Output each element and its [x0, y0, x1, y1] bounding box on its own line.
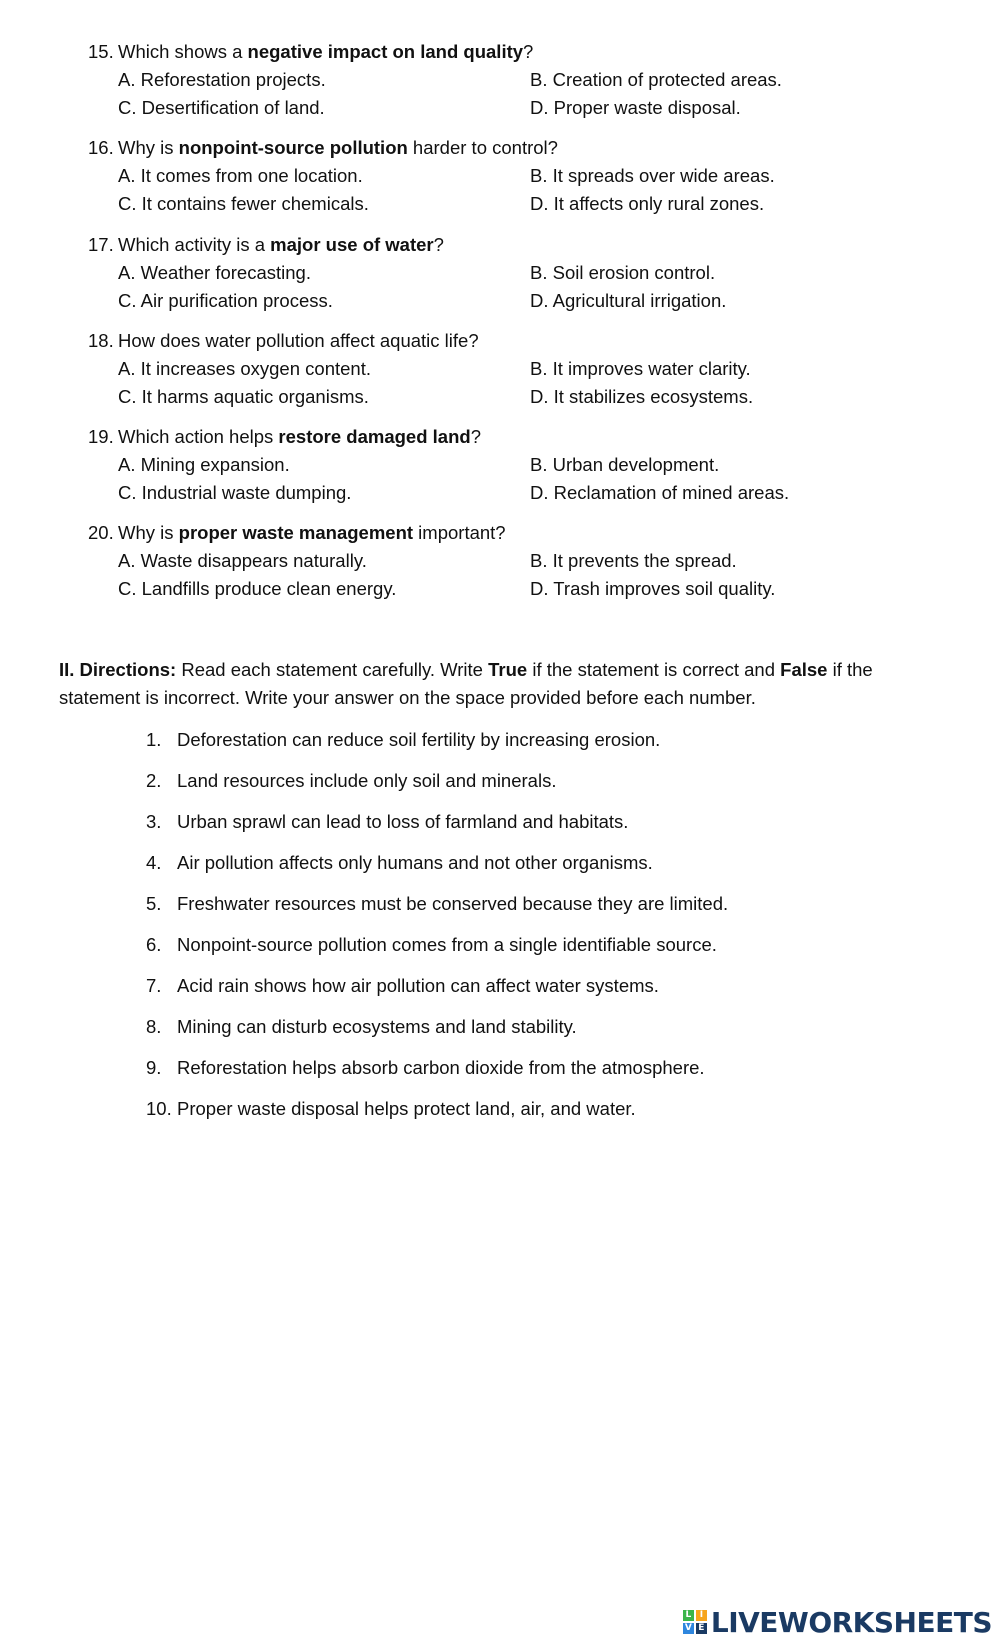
question-stem	[88, 423, 948, 451]
question-text: Which activity is a major use of water?	[118, 234, 444, 255]
question-number: 17.	[88, 234, 114, 255]
logo-text: LIVEWORKSHEETS	[710, 1605, 992, 1639]
option-a[interactable]: A. Reforestation projects.	[118, 69, 326, 90]
statement-text: Acid rain shows how air pollution can affect water systems.	[177, 975, 659, 996]
statement-number: 10.	[146, 1098, 172, 1119]
statement-number: 6.	[146, 934, 162, 955]
question-17	[88, 231, 948, 315]
option-d[interactable]: D. Agricultural irrigation.	[530, 290, 727, 311]
question-text: Which action helps restore damaged land?	[118, 426, 481, 447]
question-18	[88, 327, 948, 411]
option-c[interactable]: C. Landfills produce clean energy.	[118, 578, 397, 599]
question-20	[88, 519, 948, 603]
statement-text: Air pollution affects only humans and not other organisms.	[177, 852, 653, 873]
question-stem	[88, 231, 948, 259]
statement-text: Mining can disturb ecosystems and land stability.	[177, 1016, 577, 1037]
list-item	[146, 808, 946, 849]
options-row	[88, 287, 948, 315]
question-stem	[88, 134, 948, 162]
list-item	[146, 1013, 946, 1054]
option-b[interactable]: B. It spreads over wide areas.	[530, 165, 775, 186]
question-15	[88, 38, 948, 122]
statement-number: 9.	[146, 1057, 162, 1078]
option-b[interactable]: B. Soil erosion control.	[530, 262, 716, 283]
question-stem	[88, 327, 948, 355]
statement-text: Land resources include only soil and minerals.	[177, 770, 557, 791]
statement-number: 2.	[146, 770, 162, 791]
logo-mark-icon	[683, 1610, 707, 1634]
question-text: Which shows a negative impact on land quality?	[118, 41, 534, 62]
question-stem	[88, 519, 948, 547]
true-keyword: True	[488, 659, 528, 680]
list-item	[146, 726, 946, 767]
section-directions: II. Directions: Read each statement carefully. Write True if the statement is correct and False if the statement is incorrect. Write your answer on the space provided before each number.	[59, 659, 873, 708]
liveworksheets-logo[interactable]	[683, 1607, 992, 1637]
option-d[interactable]: D. It affects only rural zones.	[530, 193, 765, 214]
question-text: Why is nonpoint-source pollution harder to control?	[118, 137, 558, 158]
list-item	[146, 931, 946, 972]
option-b[interactable]: B. It improves water clarity.	[530, 358, 751, 379]
option-a[interactable]: A. Waste disappears naturally.	[118, 550, 367, 571]
option-a[interactable]: A. Weather forecasting.	[118, 262, 311, 283]
options-row	[88, 162, 948, 190]
option-c[interactable]: C. Desertification of land.	[118, 97, 325, 118]
options-row	[88, 66, 948, 94]
list-item	[146, 767, 946, 808]
list-item	[146, 1054, 946, 1095]
question-19	[88, 423, 948, 507]
question-number: 19.	[88, 426, 114, 447]
statement-number: 4.	[146, 852, 162, 873]
statement-text: Reforestation helps absorb carbon dioxide from the atmosphere.	[177, 1057, 705, 1078]
statement-text: Urban sprawl can lead to loss of farmland and habitats.	[177, 811, 629, 832]
options-row	[88, 94, 948, 122]
question-number: 16.	[88, 137, 114, 158]
options-row	[88, 383, 948, 411]
options-row	[88, 451, 948, 479]
options-row	[88, 575, 948, 603]
question-number: 15.	[88, 41, 114, 62]
list-item	[146, 972, 946, 1013]
options-row	[88, 547, 948, 575]
statement-number: 7.	[146, 975, 162, 996]
statement-number: 1.	[146, 729, 162, 750]
statement-text: Freshwater resources must be conserved because they are limited.	[177, 893, 729, 914]
option-c[interactable]: C. It harms aquatic organisms.	[118, 386, 369, 407]
question-number: 18.	[88, 330, 114, 351]
statement-text: Proper waste disposal helps protect land, air, and water.	[177, 1098, 636, 1119]
option-b[interactable]: B. It prevents the spread.	[530, 550, 737, 571]
option-a[interactable]: A. It comes from one location.	[118, 165, 363, 186]
statement-number: 3.	[146, 811, 162, 832]
option-c[interactable]: C. It contains fewer chemicals.	[118, 193, 369, 214]
false-keyword: False	[780, 659, 828, 680]
option-b[interactable]: B. Urban development.	[530, 454, 720, 475]
option-d[interactable]: D. Trash improves soil quality.	[530, 578, 776, 599]
logo-mark-e: E	[696, 1623, 707, 1634]
option-d[interactable]: D. Reclamation of mined areas.	[530, 482, 790, 503]
question-text: How does water pollution affect aquatic life?	[118, 330, 479, 351]
list-item	[146, 849, 946, 890]
logo-mark-i: I	[696, 1610, 707, 1621]
option-d[interactable]: D. Proper waste disposal.	[530, 97, 741, 118]
logo-mark-v: V	[683, 1623, 694, 1634]
statement-list	[146, 726, 946, 1136]
option-a[interactable]: A. It increases oxygen content.	[118, 358, 371, 379]
directions-label: II. Directions:	[59, 659, 177, 680]
options-row	[88, 190, 948, 218]
list-item	[146, 890, 946, 931]
options-row	[88, 479, 948, 507]
list-item	[146, 1095, 946, 1136]
option-b[interactable]: B. Creation of protected areas.	[530, 69, 782, 90]
logo-mark-l: L	[683, 1610, 694, 1621]
question-16	[88, 134, 948, 218]
option-c[interactable]: C. Air purification process.	[118, 290, 333, 311]
statement-text: Deforestation can reduce soil fertility by increasing erosion.	[177, 729, 661, 750]
option-a[interactable]: A. Mining expansion.	[118, 454, 290, 475]
options-row	[88, 259, 948, 287]
statement-number: 8.	[146, 1016, 162, 1037]
option-d[interactable]: D. It stabilizes ecosystems.	[530, 386, 754, 407]
question-text: Why is proper waste management important?	[118, 522, 506, 543]
question-stem	[88, 38, 948, 66]
option-c[interactable]: C. Industrial waste dumping.	[118, 482, 352, 503]
question-number: 20.	[88, 522, 114, 543]
statement-text: Nonpoint-source pollution comes from a single identifiable source.	[177, 934, 717, 955]
statement-number: 5.	[146, 893, 162, 914]
options-row	[88, 355, 948, 383]
